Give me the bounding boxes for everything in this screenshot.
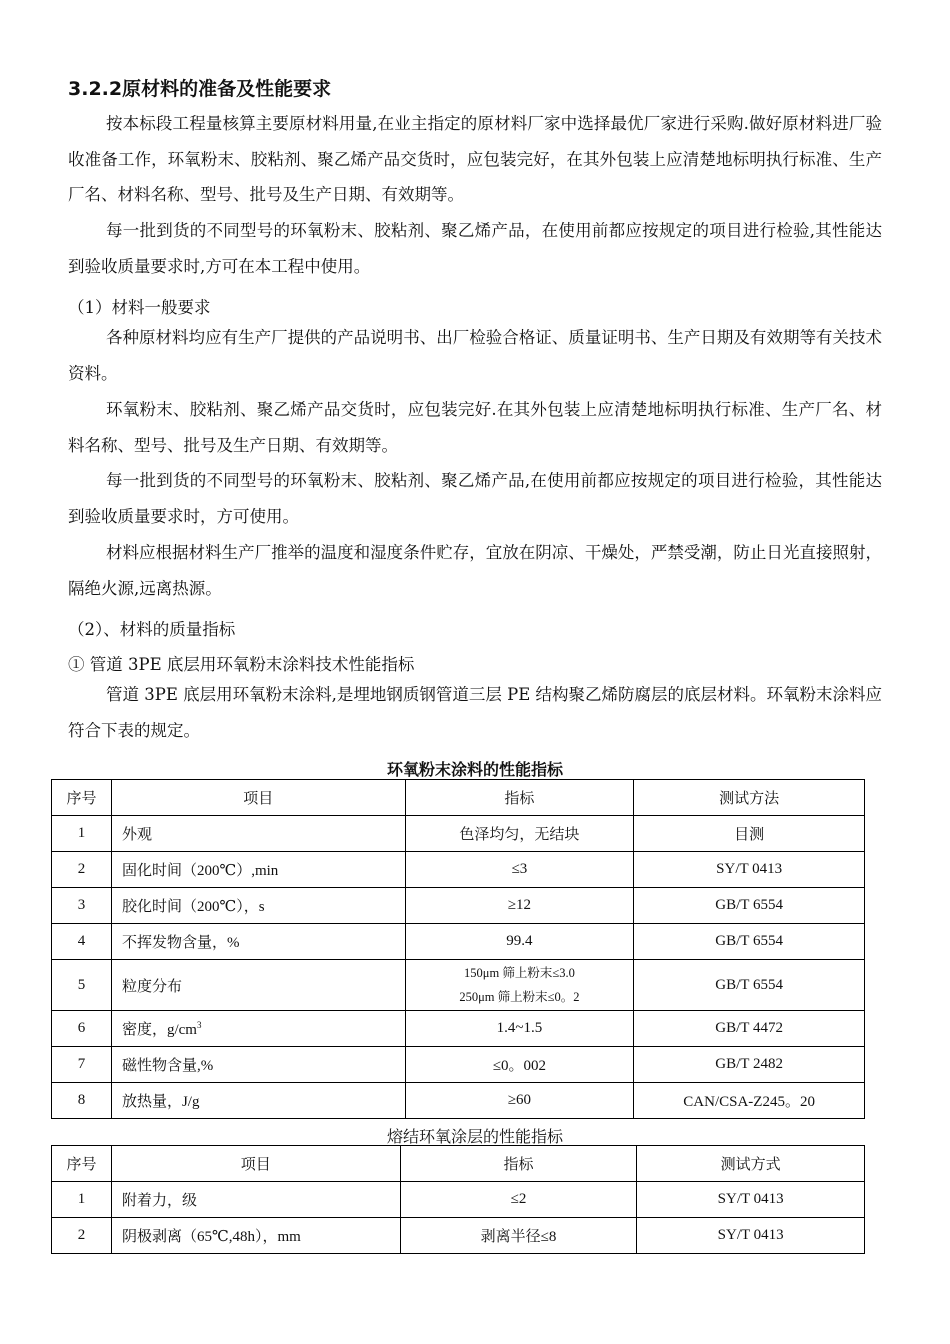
row-method: SY/T 0413 <box>634 852 865 888</box>
row-spec: 99.4 <box>405 924 634 960</box>
row-spec: 剥离半径≤8 <box>400 1218 637 1254</box>
paragraph-storage: 材料应根据材料生产厂推举的温度和湿度条件贮存，宜放在阴凉、干燥处，严禁受潮，防止日光直接照射，隔绝火源,远离热源。 <box>68 543 882 598</box>
row-item: 附着力，级 <box>111 1182 400 1218</box>
table1-title: 环氧粉末涂料的性能指标 <box>386 760 563 779</box>
row-method: GB/T 2482 <box>634 1047 865 1083</box>
row-spec: ≤0。002 <box>405 1047 634 1083</box>
row-item: 不挥发物含量，% <box>111 924 405 960</box>
row-method: GB/T 6554 <box>634 888 865 924</box>
row-item: 固化时间（200℃）,min <box>111 852 405 888</box>
header-cell: 项目 <box>111 1146 400 1182</box>
paragraph-batch-inspection: 每一批到货的不同型号的环氧粉末、胶粘剂、聚乙烯产品,在使用前都应按规定的项目进行检验，其性能达到验收质量要求时，方可使用。 <box>68 471 882 526</box>
row-item <box>111 1011 405 1047</box>
row-number: 5 <box>52 960 112 1011</box>
row-method: SY/T 0413 <box>637 1218 865 1254</box>
row-number: 2 <box>52 1218 112 1254</box>
row-method: GB/T 6554 <box>634 924 865 960</box>
row-spec <box>405 960 634 1011</box>
section-heading: 3.2.2原材料的准备及性能要求 <box>68 78 332 100</box>
subheading-quality-indicators: （2）、材料的质量指标 <box>68 620 236 639</box>
row-number: 1 <box>52 1182 112 1218</box>
row-number: 7 <box>52 1047 112 1083</box>
table-row <box>52 960 865 1011</box>
spec-line: 250μm 筛上粉末≤0。2 <box>459 990 580 1004</box>
row-spec: ≤2 <box>400 1182 637 1218</box>
header-cell: 指标 <box>405 780 634 816</box>
row-spec: ≥12 <box>405 888 634 924</box>
row-method: GB/T 6554 <box>634 960 865 1011</box>
header-cell: 序号 <box>52 780 112 816</box>
superscript: 3 <box>196 1020 202 1030</box>
row-item-text: 密度，g/cm <box>121 1022 197 1038</box>
header-cell: 序号 <box>52 1146 112 1182</box>
subheading-general-requirements: （1）材料一般要求 <box>68 298 211 317</box>
row-spec: 1.4~1.5 <box>405 1011 634 1047</box>
table-row <box>52 1182 865 1218</box>
table-row <box>52 816 865 852</box>
row-method: 目测 <box>634 816 865 852</box>
table-row <box>52 1218 865 1254</box>
row-number: 2 <box>52 852 112 888</box>
row-item: 磁性物含量,% <box>111 1047 405 1083</box>
paragraph-procurement: 按本标段工程量核算主要原材料用量,在业主指定的原材料厂家中选择最优厂家进行采购.做好原材料进厂验收准备工作，环氧粉末、胶粘剂、聚乙烯产品交货时，应包装完好，在其外包装上应清楚地标明执行标准、生产厂名、材料名称、型号、批号及生产日期、有效期等。 <box>68 114 882 204</box>
header-cell: 测试方法 <box>634 780 865 816</box>
row-method: SY/T 0413 <box>637 1182 865 1218</box>
row-item: 胶化时间（200℃），s <box>111 888 405 924</box>
row-number: 1 <box>52 816 112 852</box>
header-cell: 指标 <box>400 1146 637 1182</box>
spec-line: 150μm 筛上粉末≤3.0 <box>464 966 575 980</box>
row-item: 外观 <box>111 816 405 852</box>
table-row <box>52 888 865 924</box>
paragraph-inspection: 每一批到货的不同型号的环氧粉末、胶粘剂、聚乙烯产品，在使用前都应按规定的项目进行检验,其性能达到验收质量要求时,方可在本工程中使用。 <box>68 221 882 276</box>
header-cell: 测试方式 <box>637 1146 865 1182</box>
subheading-epoxy-powder: ① 管道 3PE 底层用环氧粉末涂料技术性能指标 <box>68 655 415 674</box>
table-header-row <box>52 780 865 816</box>
table-row <box>52 924 865 960</box>
row-item: 放热量，J/g <box>111 1083 405 1119</box>
row-number: 6 <box>52 1011 112 1047</box>
table-header-row <box>52 1146 865 1182</box>
paragraph-packaging: 环氧粉末、胶粘剂、聚乙烯产品交货时，应包装完好.在其外包装上应清楚地标明执行标准、生产厂名、材料名称、型号、批号及生产日期、有效期等。 <box>68 400 882 455</box>
row-number: 8 <box>52 1083 112 1119</box>
fusion-epoxy-table <box>51 1145 865 1254</box>
row-spec: 色泽均匀，无结块 <box>405 816 634 852</box>
row-method: CAN/CSA-Z245。20 <box>634 1083 865 1119</box>
row-item: 阴极剥离（65℃,48h），mm <box>111 1218 400 1254</box>
table-row <box>52 1047 865 1083</box>
row-item: 粒度分布 <box>111 960 405 1011</box>
row-method: GB/T 4472 <box>634 1011 865 1047</box>
table-row <box>52 1011 865 1047</box>
paragraph-epoxy-description: 管道 3PE 底层用环氧粉末涂料,是埋地钢质钢管道三层 PE 结构聚乙烯防腐层的底层材料。环氧粉末涂料应符合下表的规定。 <box>68 685 883 740</box>
row-spec: ≥60 <box>405 1083 634 1119</box>
row-number: 4 <box>52 924 112 960</box>
epoxy-powder-table <box>51 779 865 1119</box>
row-number: 3 <box>52 888 112 924</box>
paragraph-documents: 各种原材料均应有生产厂提供的产品说明书、出厂检验合格证、质量证明书、生产日期及有效期等有关技术资料。 <box>68 328 882 383</box>
table-row <box>52 852 865 888</box>
table-row <box>52 1083 865 1119</box>
table2-title: 熔结环氧涂层的性能指标 <box>386 1127 563 1146</box>
row-spec: ≤3 <box>405 852 634 888</box>
header-cell: 项目 <box>111 780 405 816</box>
